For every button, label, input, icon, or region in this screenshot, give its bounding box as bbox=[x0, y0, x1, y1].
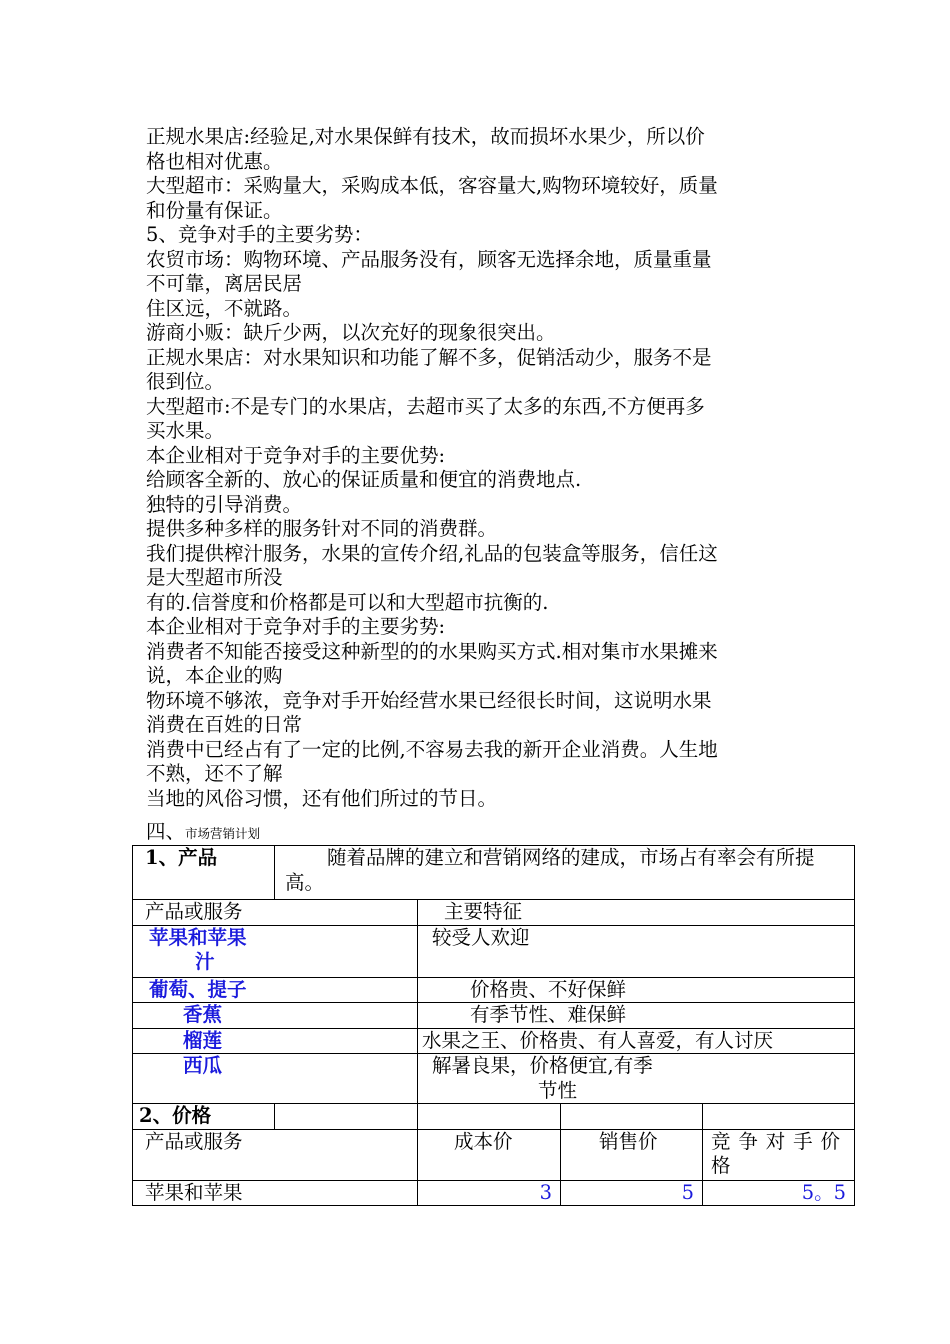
body-line: 说，本企业的购 bbox=[146, 664, 283, 687]
sale-value: 5 bbox=[561, 1180, 703, 1206]
body-line: 5、竞争对手的主要劣势： bbox=[146, 223, 373, 246]
body-line: 独特的引导消费。 bbox=[146, 492, 303, 516]
body-line: 正规水果店:经验足,对水果保鲜有技术，故而损坏水果少，所以价 bbox=[146, 125, 705, 148]
section-heading bbox=[146, 820, 260, 846]
product-feature-line: 节性 bbox=[538, 1078, 578, 1102]
body-line: 有的.信誉度和价格都是可以和大型超市抗衡的. bbox=[146, 590, 549, 614]
body-line: 格也相对优惠。 bbox=[146, 149, 283, 173]
table-row bbox=[133, 1054, 855, 1104]
body-line: 大型超市:不是专门的水果店，去超市买了太多的东西,不方便再多 bbox=[146, 394, 705, 418]
product-feature: 有季节性、难保鲜 bbox=[418, 1003, 855, 1029]
product-name: 香蕉 bbox=[133, 1003, 418, 1029]
product-name-line: 苹果和苹果 bbox=[149, 925, 247, 949]
body-line: 买水果。 bbox=[146, 419, 225, 442]
section-title: 市场营销计划 bbox=[185, 826, 261, 841]
product-feature bbox=[418, 1054, 855, 1104]
product-name: 葡萄、提子 bbox=[133, 977, 418, 1003]
body-line: 消费在百姓的日常 bbox=[146, 713, 303, 736]
empty-cell bbox=[275, 1104, 418, 1130]
body-line: 提供多种多样的服务针对不同的消费群。 bbox=[146, 517, 498, 540]
feature-column-header: 主要特征 bbox=[418, 900, 855, 926]
body-line: 不可靠，离居民居 bbox=[146, 272, 303, 295]
body-line: 给顾客全新的、放心的保证质量和便宜的消费地点. bbox=[146, 468, 582, 491]
body-line: 本企业相对于竞争对手的主要优势: bbox=[146, 443, 446, 467]
cost-column-header: 成本价 bbox=[418, 1129, 561, 1180]
body-line: 游商小贩：缺斤少两，以次充好的现象很突出。 bbox=[146, 321, 556, 344]
price-product-column-header: 产品或服务 bbox=[133, 1129, 418, 1180]
empty-cell bbox=[703, 1104, 855, 1130]
cost-value: 3 bbox=[418, 1180, 561, 1206]
body-line: 很到位。 bbox=[146, 370, 225, 393]
body-line: 正规水果店：对水果知识和功能了解不多，促销活动少，服务不是 bbox=[146, 345, 712, 369]
table-row bbox=[133, 1180, 855, 1206]
price-product-name: 苹果和苹果 bbox=[133, 1180, 418, 1206]
table-row bbox=[133, 1028, 855, 1054]
body-line: 和份量有保证。 bbox=[146, 198, 283, 222]
body-line: 物环境不够浓，竞争对手开始经营水果已经很长时间，这说明水果 bbox=[146, 688, 712, 712]
product-feature-line: 解暑良果，价格便宜,有季 bbox=[432, 1054, 653, 1077]
competitor-column-header: 竞争对手价格 bbox=[703, 1129, 855, 1180]
body-line: 我们提供榨汁服务，水果的宣传介绍,礼品的包装盒等服务，信任这 bbox=[146, 541, 718, 565]
sale-column-header: 销售价 bbox=[561, 1129, 703, 1180]
table-row bbox=[133, 977, 855, 1003]
body-line: 消费者不知能否接受这种新型的的水果购买方式.相对集市水果摊来 bbox=[146, 639, 718, 663]
price-section-label: 2、价格 bbox=[133, 1104, 275, 1130]
product-feature: 水果之王、价格贵、有人喜爱，有人讨厌 bbox=[418, 1028, 855, 1054]
product-feature: 价格贵、不好保鲜 bbox=[418, 977, 855, 1003]
body-line: 大型超市：采购量大，采购成本低，客容量大,购物环境较好，质量 bbox=[146, 174, 718, 197]
body-line: 不熟，还不了解 bbox=[146, 762, 283, 785]
body-line: 住区远，不就路。 bbox=[146, 296, 303, 320]
table-row bbox=[133, 1129, 855, 1180]
empty-cell bbox=[561, 1104, 703, 1130]
product-name bbox=[133, 925, 418, 977]
product-column-header: 产品或服务 bbox=[133, 900, 418, 926]
body-line: 是大型超市所没 bbox=[146, 566, 283, 589]
table-row bbox=[133, 1003, 855, 1029]
marketing-plan-table bbox=[132, 845, 855, 1206]
section-number: 四、 bbox=[146, 820, 186, 843]
product-intro: 随着品牌的建立和营销网络的建成，市场占有率会有所提高。 bbox=[275, 846, 855, 900]
body-text bbox=[146, 125, 812, 811]
product-section-label: 1、产品 bbox=[133, 846, 275, 900]
body-line: 本企业相对于竞争对手的主要劣势: bbox=[146, 615, 446, 638]
table-row bbox=[133, 925, 855, 977]
body-line: 当地的风俗习惯，还有他们所过的节日。 bbox=[146, 786, 498, 810]
product-name: 西瓜 bbox=[133, 1054, 418, 1104]
body-line: 消费中已经占有了一定的比例,不容易去我的新开企业消费。人生地 bbox=[146, 737, 718, 761]
body-line: 农贸市场：购物环境、产品服务没有，顾客无选择余地，质量重量 bbox=[146, 247, 712, 271]
table-row bbox=[133, 900, 855, 926]
table-row bbox=[133, 1104, 855, 1130]
product-name: 榴莲 bbox=[133, 1028, 418, 1054]
table-row bbox=[133, 846, 855, 900]
product-feature: 较受人欢迎 bbox=[418, 925, 855, 977]
empty-cell bbox=[418, 1104, 561, 1130]
product-name-line: 汁 bbox=[195, 950, 215, 973]
competitor-value: 5。5 bbox=[703, 1180, 855, 1206]
